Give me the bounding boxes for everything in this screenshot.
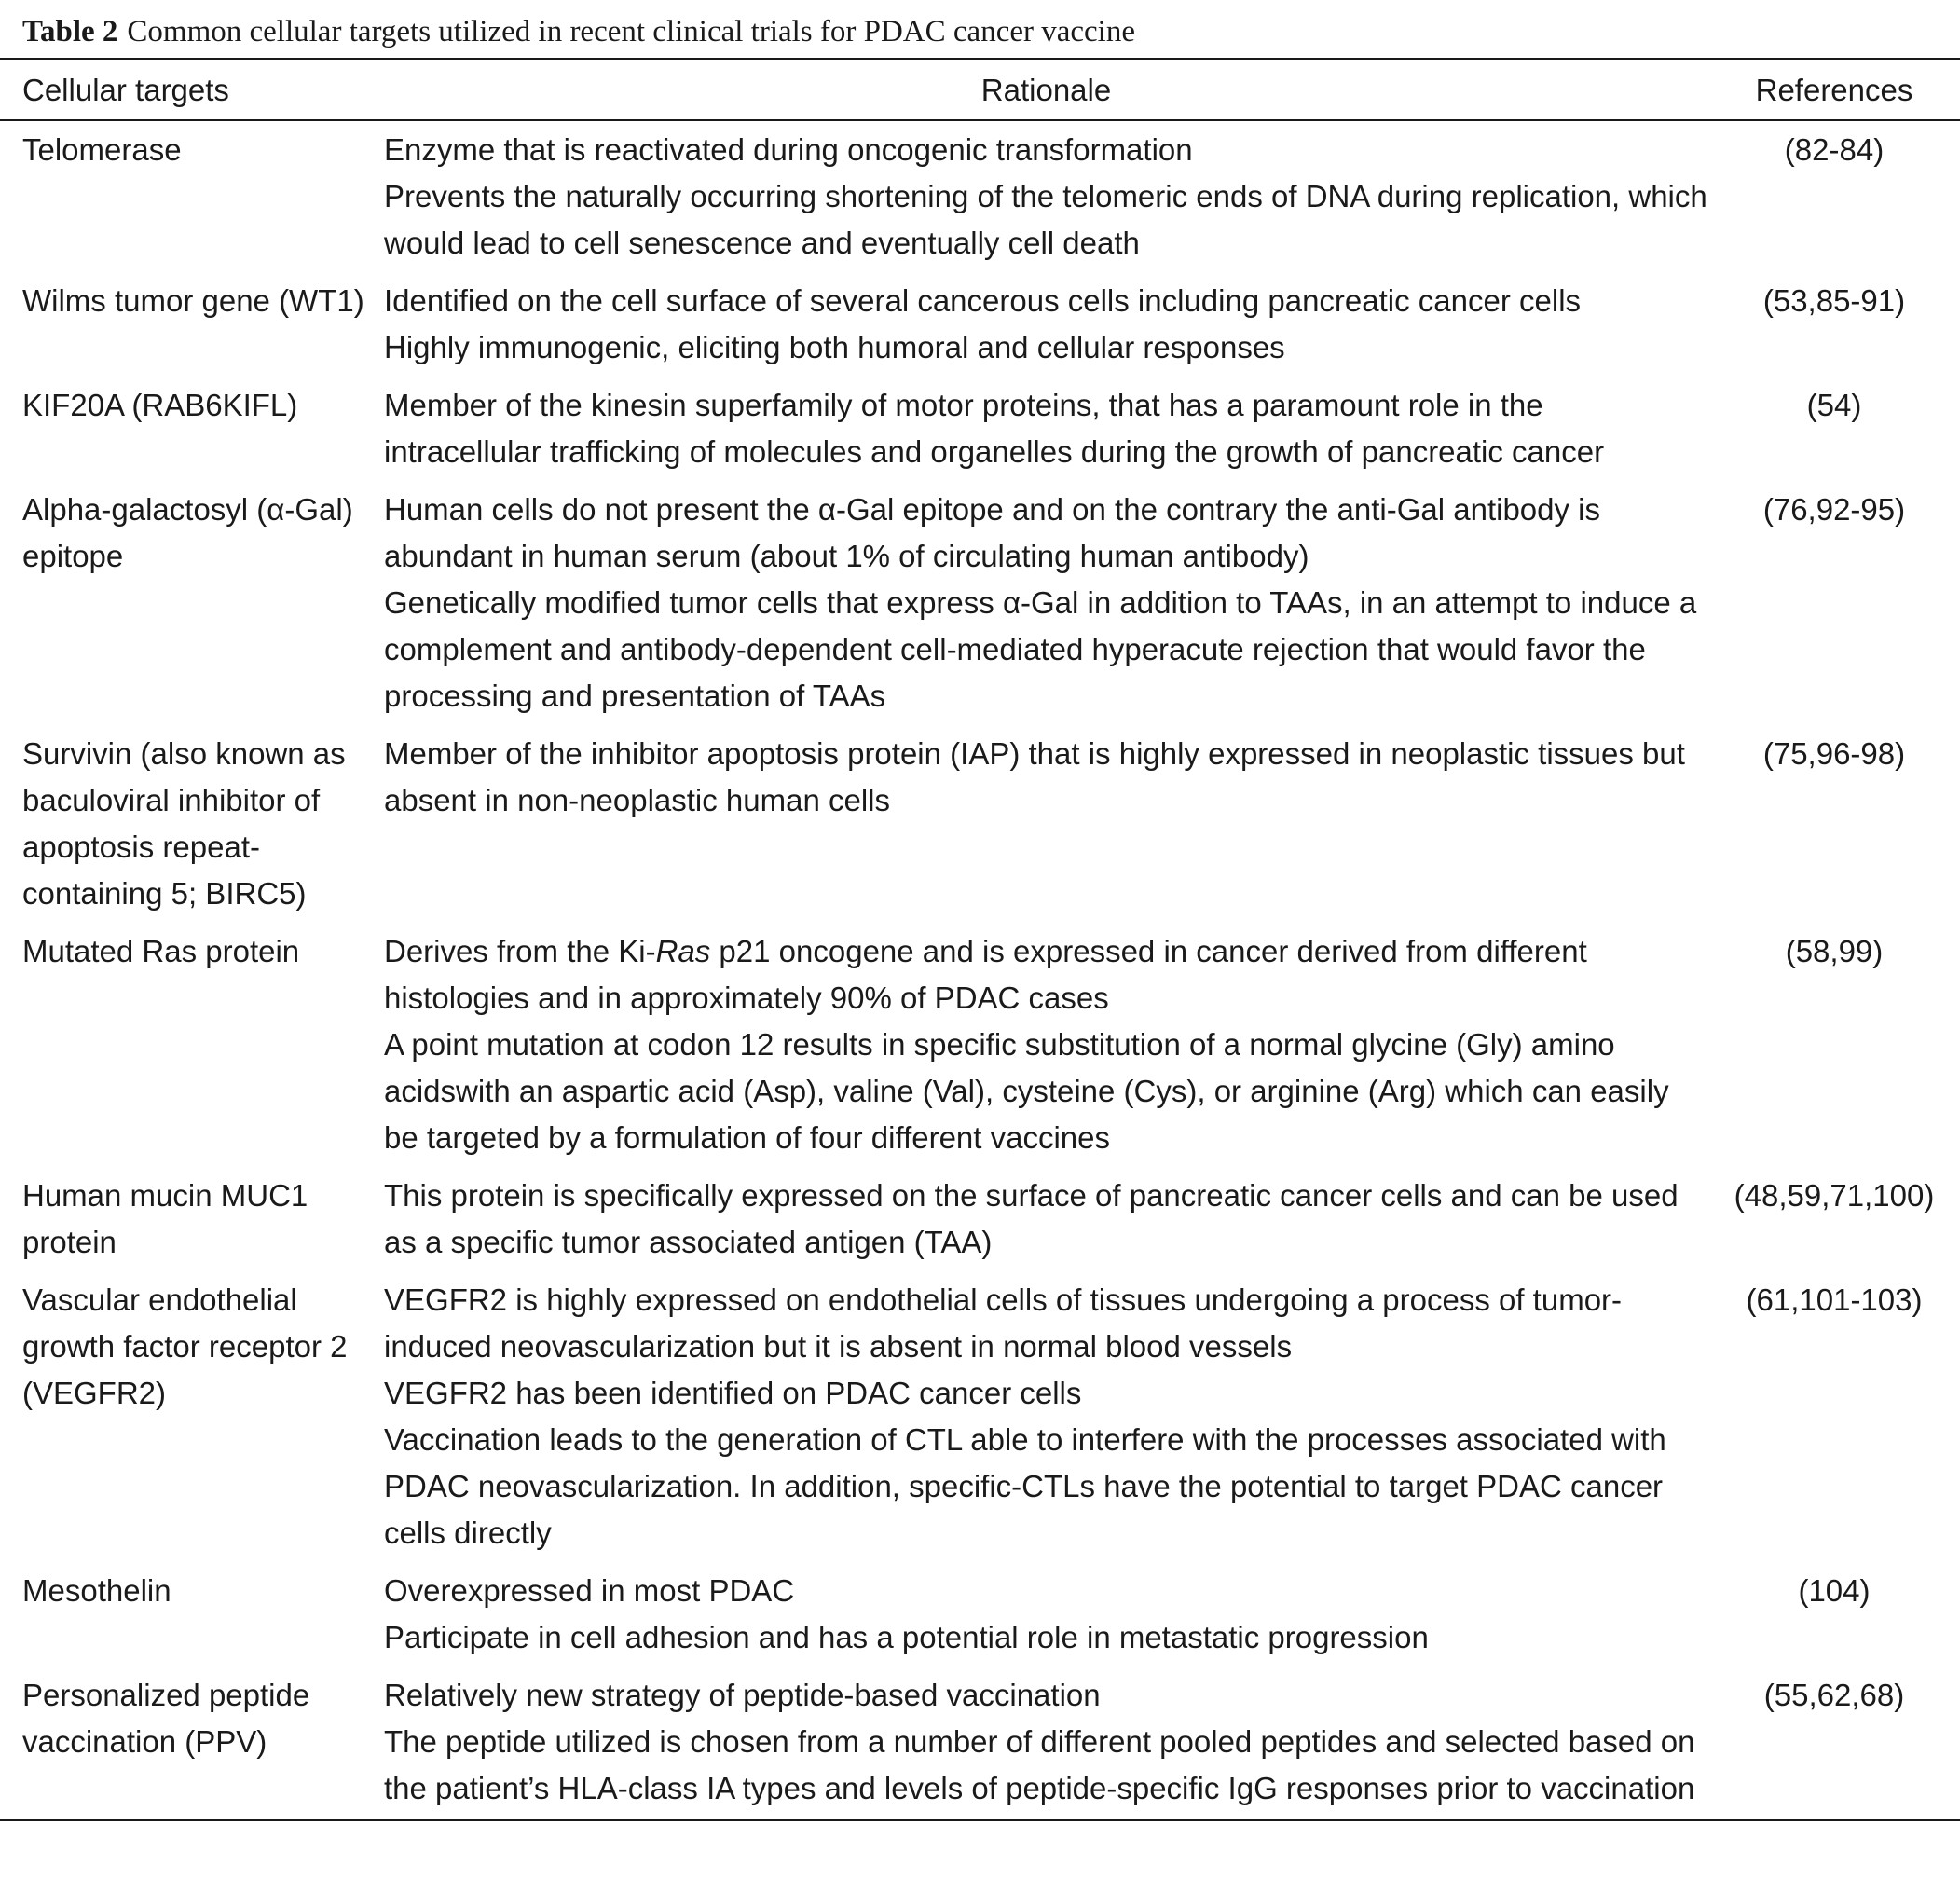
cell-cellular-target: Mesothelin <box>22 1573 171 1608</box>
rationale-fragment: Ras <box>655 934 711 968</box>
column-header-references: References <box>1708 60 1960 120</box>
cell-rationale <box>384 1169 1708 1273</box>
rationale-line: Vaccination leads to the generation of CTL able to interfere with the processes associated with PDAC neovascularization. In addition, specific-CTLs have the potential to target PDAC cancer cells directly <box>384 1422 1666 1550</box>
rationale-fragment: Derives from the Ki- <box>384 934 656 968</box>
cell-cellular-target: Telomerase <box>22 132 182 167</box>
table-row <box>0 925 1960 1169</box>
rationale-line: Overexpressed in most PDAC <box>384 1573 795 1608</box>
rationale-line: Genetically modified tumor cells that express α-Gal in addition to TAAs, in an attempt to induce a complement and antibody-dependent cell-mediated hyperacute rejection that would favor the processing and presentation of TAAs <box>384 585 1697 713</box>
table-row <box>0 120 1960 274</box>
cell-references: (55,62,68) <box>1763 1678 1905 1712</box>
table-row <box>0 378 1960 483</box>
cell-references: (54) <box>1806 388 1862 422</box>
rationale-line <box>384 928 1708 1022</box>
cell-references: (53,85-91) <box>1762 283 1906 318</box>
table-caption <box>22 13 1135 50</box>
cell-rationale <box>384 1564 1708 1668</box>
rationale-line: Relatively new strategy of peptide-based vaccination <box>384 1678 1101 1712</box>
column-header-rationale: Rationale <box>384 60 1708 120</box>
cell-rationale <box>384 727 1708 925</box>
cell-references: (61,101-103) <box>1746 1283 1923 1317</box>
table-row <box>0 1273 1960 1564</box>
rationale-line: Identified on the cell surface of several cancerous cells including pancreatic cancer cells <box>384 283 1582 318</box>
cell-references: (58,99) <box>1785 934 1884 968</box>
rationale-line: Participate in cell adhesion and has a potential role in metastatic progression <box>384 1620 1429 1654</box>
rationale-line: The peptide utilized is chosen from a number of different pooled peptides and selected based on the patient’s HLA-class IA types and levels of peptide-specific IgG responses prior to vaccination <box>384 1724 1695 1805</box>
cell-cellular-target: Personalized peptide vaccination (PPV) <box>22 1678 310 1759</box>
rationale-line: Human cells do not present the α-Gal epitope and on the contrary the anti-Gal antibody is abundant in human serum (about 1% of circulating human antibody) <box>384 492 1600 573</box>
rationale-line: Member of the kinesin superfamily of motor proteins, that has a paramount role in the intracellular trafficking of molecules and organelles during the growth of pancreatic cancer <box>384 388 1605 469</box>
cell-rationale <box>384 274 1708 378</box>
cell-cellular-target: Vascular endothelial growth factor receptor 2 (VEGFR2) <box>22 1283 348 1410</box>
table-container <box>0 58 1960 1821</box>
table-row <box>0 727 1960 925</box>
cell-rationale <box>384 1668 1708 1819</box>
rationale-line: Highly immunogenic, eliciting both humoral and cellular responses <box>384 330 1285 364</box>
cell-references: (82-84) <box>1784 132 1885 167</box>
cell-rationale <box>384 120 1708 274</box>
cell-rationale <box>384 378 1708 483</box>
cell-rationale <box>384 1273 1708 1564</box>
table-row <box>0 274 1960 378</box>
table-row <box>0 1564 1960 1668</box>
table-row <box>0 1169 1960 1273</box>
cell-cellular-target: Wilms tumor gene (WT1) <box>22 283 364 318</box>
rationale-line: VEGFR2 has been identified on PDAC cancer cells <box>384 1376 1082 1410</box>
column-header-targets: Cellular targets <box>0 60 384 120</box>
header-row <box>0 60 1960 120</box>
table-caption-text: Common cellular targets utilized in recent clinical trials for PDAC cancer vaccine <box>127 15 1135 48</box>
cell-references: (48,59,71,100) <box>1734 1178 1935 1213</box>
rationale-line: A point mutation at codon 12 results in specific substitution of a normal glycine (Gly) amino acidswith an aspartic acid (Asp), valine (Val), cysteine (Cys), or arginine (Arg) which can easily be targeted by a formulation of four different vaccines <box>384 1027 1669 1155</box>
cell-cellular-target: KIF20A (RAB6KIFL) <box>22 388 298 422</box>
cell-references: (104) <box>1798 1573 1871 1608</box>
cell-references: (76,92-95) <box>1762 492 1906 527</box>
rationale-line: Member of the inhibitor apoptosis protein (IAP) that is highly expressed in neoplastic tissues but absent in non-neoplastic human cells <box>384 736 1685 817</box>
rationale-line: Prevents the naturally occurring shortening of the telomeric ends of DNA during replication, which would lead to cell senescence and eventually cell death <box>384 179 1707 260</box>
targets-table <box>0 60 1960 1819</box>
rationale-line: VEGFR2 is highly expressed on endothelial cells of tissues undergoing a process of tumor-induced neovascularization but it is absent in normal blood vessels <box>384 1283 1623 1364</box>
table-row <box>0 1668 1960 1819</box>
cell-cellular-target: Survivin (also known as baculoviral inhibitor of apoptosis repeat-containing 5; BIRC5) <box>22 736 346 911</box>
cell-rationale <box>384 925 1708 1169</box>
rationale-line: This protein is specifically expressed on the surface of pancreatic cancer cells and can be used as a specific tumor associated antigen (TAA) <box>384 1178 1679 1259</box>
table-body <box>0 120 1960 1819</box>
cell-cellular-target: Mutated Ras protein <box>22 934 300 968</box>
table-caption-label: Table 2 <box>22 15 118 48</box>
cell-cellular-target: Alpha-galactosyl (α-Gal) epitope <box>22 492 353 573</box>
rationale-fragment: p21 oncogene and is expressed in cancer derived from different histologies and in approximately 90% of PDAC cases <box>384 934 1587 1015</box>
table-header <box>0 60 1960 120</box>
cell-rationale <box>384 483 1708 727</box>
cell-references: (75,96-98) <box>1762 736 1906 771</box>
rationale-line: Enzyme that is reactivated during oncogenic transformation <box>384 132 1193 167</box>
table-row <box>0 483 1960 727</box>
cell-cellular-target: Human mucin MUC1 protein <box>22 1178 308 1259</box>
